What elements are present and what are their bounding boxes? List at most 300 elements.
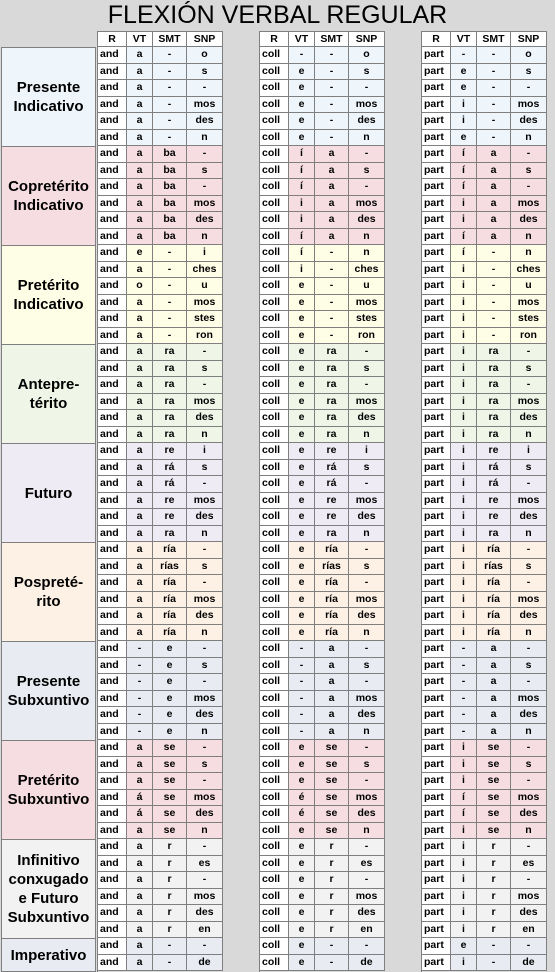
smt-cell: - <box>315 64 349 81</box>
vt-cell: a <box>127 542 153 559</box>
vt-cell: e <box>289 509 315 526</box>
vt-cell: e <box>289 410 315 427</box>
vt-cell: i <box>451 311 477 328</box>
root-cell: coll <box>260 608 289 625</box>
smt-cell: ba <box>153 212 187 229</box>
root-cell: part <box>422 394 451 411</box>
snp-cell: s <box>511 361 547 378</box>
smt-cell: re <box>477 509 511 526</box>
snp-cell: en <box>187 922 223 939</box>
smt-cell: ra <box>477 394 511 411</box>
smt-cell: e <box>153 691 187 708</box>
snp-cell: n <box>511 229 547 246</box>
vt-cell: e <box>289 559 315 576</box>
vt-cell: a <box>127 625 153 642</box>
smt-cell: se <box>477 740 511 757</box>
smt-cell: e <box>153 707 187 724</box>
smt-cell: ría <box>315 608 349 625</box>
vt-cell: a <box>127 179 153 196</box>
vt-cell: í <box>451 146 477 163</box>
snp-cell: des <box>511 707 547 724</box>
smt-cell: re <box>153 443 187 460</box>
smt-cell: ría <box>153 625 187 642</box>
snp-cell: u <box>349 278 385 295</box>
snp-cell: n <box>187 130 223 147</box>
smt-cell: a <box>315 229 349 246</box>
smt-cell: a <box>315 724 349 741</box>
snp-cell: de <box>349 955 385 972</box>
smt-cell: ra <box>315 394 349 411</box>
vt-cell: i <box>289 196 315 213</box>
root-cell: coll <box>260 839 289 856</box>
vt-cell: i <box>451 427 477 444</box>
snp-cell: - <box>511 773 547 790</box>
vt-cell: i <box>451 526 477 543</box>
snp-cell: mos <box>349 493 385 510</box>
smt-cell: r <box>315 922 349 939</box>
vt-cell: e <box>289 278 315 295</box>
snp-cell: es <box>187 856 223 873</box>
snp-cell: des <box>511 410 547 427</box>
root-cell: part <box>422 443 451 460</box>
tense-label: Pretérito Indicativo <box>1 245 96 345</box>
snp-cell: i <box>187 443 223 460</box>
smt-cell: se <box>153 823 187 840</box>
snp-cell: n <box>511 625 547 642</box>
root-cell: coll <box>260 757 289 774</box>
smt-cell: ra <box>477 410 511 427</box>
vt-cell: e <box>289 740 315 757</box>
snp-cell: mos <box>349 97 385 114</box>
smt-cell: - <box>315 47 349 64</box>
snp-cell: stes <box>349 311 385 328</box>
root-cell: part <box>422 823 451 840</box>
root-cell: coll <box>260 146 289 163</box>
vt-cell: - <box>127 641 153 658</box>
vt-cell: e <box>451 64 477 81</box>
root-cell: part <box>422 905 451 922</box>
snp-cell: ches <box>511 262 547 279</box>
smt-cell: - <box>315 938 349 955</box>
vt-cell: e <box>289 757 315 774</box>
vt-cell: a <box>127 97 153 114</box>
tense-label: Presente Subxuntivo <box>1 641 96 741</box>
snp-cell: de <box>187 955 223 972</box>
snp-cell: ron <box>349 328 385 345</box>
smt-cell: - <box>315 278 349 295</box>
root-cell: and <box>98 427 127 444</box>
vt-cell: a <box>127 80 153 97</box>
tense-label: Imperativo <box>1 938 96 972</box>
smt-cell: e <box>153 658 187 675</box>
smt-cell: ría <box>477 608 511 625</box>
vt-cell: a <box>127 856 153 873</box>
vt-cell: a <box>127 443 153 460</box>
vt-cell: i <box>451 872 477 889</box>
root-cell: coll <box>260 658 289 675</box>
snp-cell: - <box>511 674 547 691</box>
vt-cell: i <box>451 262 477 279</box>
snp-cell: mos <box>511 889 547 906</box>
root-cell: and <box>98 113 127 130</box>
smt-cell: e <box>153 641 187 658</box>
smt-cell: - <box>153 955 187 972</box>
smt-cell: - <box>477 311 511 328</box>
snp-cell: mos <box>511 493 547 510</box>
snp-cell: - <box>349 839 385 856</box>
root-cell: and <box>98 691 127 708</box>
root-cell: part <box>422 361 451 378</box>
smt-cell: r <box>315 889 349 906</box>
smt-cell: se <box>315 773 349 790</box>
snp-cell: ches <box>349 262 385 279</box>
smt-cell: se <box>477 823 511 840</box>
snp-cell: s <box>511 64 547 81</box>
vt-cell: a <box>127 262 153 279</box>
vt-cell: i <box>451 856 477 873</box>
snp-cell: o <box>187 47 223 64</box>
smt-cell: ra <box>315 361 349 378</box>
snp-cell: n <box>511 724 547 741</box>
snp-cell: u <box>187 278 223 295</box>
root-cell: coll <box>260 344 289 361</box>
root-cell: part <box>422 295 451 312</box>
snp-cell: n <box>511 245 547 262</box>
root-cell: and <box>98 856 127 873</box>
smt-cell: se <box>315 823 349 840</box>
root-cell: and <box>98 922 127 939</box>
snp-cell: mos <box>511 394 547 411</box>
vt-cell: i <box>451 97 477 114</box>
vt-cell: e <box>289 377 315 394</box>
root-cell: part <box>422 311 451 328</box>
root-cell: coll <box>260 377 289 394</box>
snp-cell: des <box>349 707 385 724</box>
smt-cell: a <box>477 229 511 246</box>
snp-cell: stes <box>511 311 547 328</box>
smt-cell: - <box>153 938 187 955</box>
smt-cell: rías <box>153 559 187 576</box>
smt-cell: - <box>315 130 349 147</box>
smt-cell: r <box>315 856 349 873</box>
vt-cell: a <box>127 64 153 81</box>
snp-cell: s <box>349 361 385 378</box>
root-cell: coll <box>260 113 289 130</box>
snp-cell: mos <box>187 97 223 114</box>
root-cell: and <box>98 806 127 823</box>
smt-cell: ra <box>315 410 349 427</box>
root-cell: part <box>422 97 451 114</box>
snp-cell: des <box>187 905 223 922</box>
root-cell: part <box>422 608 451 625</box>
smt-cell: - <box>153 97 187 114</box>
smt-cell: re <box>477 443 511 460</box>
smt-cell: a <box>477 179 511 196</box>
smt-cell: a <box>315 196 349 213</box>
root-cell: and <box>98 130 127 147</box>
tense-label: Pretérito Subxuntivo <box>1 740 96 840</box>
root-cell: part <box>422 460 451 477</box>
root-cell: part <box>422 476 451 493</box>
root-cell: part <box>422 526 451 543</box>
vt-cell: í <box>451 163 477 180</box>
snp-cell: n <box>187 526 223 543</box>
smt-cell: se <box>477 773 511 790</box>
vt-cell: - <box>289 47 315 64</box>
vt-cell: e <box>289 361 315 378</box>
root-cell: and <box>98 311 127 328</box>
root-cell: coll <box>260 922 289 939</box>
root-cell: and <box>98 476 127 493</box>
snp-cell: n <box>511 526 547 543</box>
vt-cell: e <box>451 938 477 955</box>
vt-cell: i <box>451 476 477 493</box>
snp-cell: s <box>187 460 223 477</box>
snp-cell: n <box>187 625 223 642</box>
snp-cell: s <box>349 163 385 180</box>
root-cell: coll <box>260 823 289 840</box>
root-cell: coll <box>260 641 289 658</box>
vt-cell: i <box>289 212 315 229</box>
snp-cell: des <box>511 212 547 229</box>
snp-cell: - <box>349 377 385 394</box>
vt-cell: i <box>451 905 477 922</box>
vt-cell: í <box>289 229 315 246</box>
snp-cell: s <box>511 757 547 774</box>
root-cell: coll <box>260 575 289 592</box>
root-cell: and <box>98 905 127 922</box>
root-cell: part <box>422 328 451 345</box>
snp-cell: - <box>511 641 547 658</box>
smt-cell: - <box>315 955 349 972</box>
root-cell: and <box>98 179 127 196</box>
column-header: SNP <box>187 32 223 47</box>
root-cell: part <box>422 262 451 279</box>
snp-cell: des <box>187 509 223 526</box>
snp-cell: - <box>511 938 547 955</box>
vt-cell: a <box>127 905 153 922</box>
root-cell: coll <box>260 229 289 246</box>
vt-cell: e <box>289 344 315 361</box>
smt-cell: re <box>315 443 349 460</box>
smt-cell: r <box>153 905 187 922</box>
smt-cell: r <box>153 839 187 856</box>
vt-cell: i <box>289 262 315 279</box>
snp-cell: ron <box>187 328 223 345</box>
vt-cell: a <box>127 757 153 774</box>
vt-cell: - <box>127 707 153 724</box>
snp-cell: - <box>349 542 385 559</box>
root-cell: and <box>98 80 127 97</box>
vt-cell: e <box>289 295 315 312</box>
vt-cell: e <box>451 80 477 97</box>
root-cell: coll <box>260 179 289 196</box>
column-header: R <box>260 32 289 47</box>
vt-cell: a <box>127 839 153 856</box>
smt-cell: - <box>477 938 511 955</box>
vt-cell: i <box>451 955 477 972</box>
root-cell: and <box>98 592 127 609</box>
snp-cell: mos <box>511 295 547 312</box>
smt-cell: - <box>153 113 187 130</box>
smt-cell: ra <box>153 377 187 394</box>
snp-cell: o <box>511 47 547 64</box>
root-cell: and <box>98 938 127 955</box>
root-cell: and <box>98 64 127 81</box>
root-cell: coll <box>260 542 289 559</box>
root-cell: coll <box>260 394 289 411</box>
vt-cell: - <box>127 674 153 691</box>
smt-cell: ría <box>477 542 511 559</box>
snp-cell: mos <box>187 196 223 213</box>
tense-label: Presente Indicativo <box>1 47 96 147</box>
root-cell: coll <box>260 856 289 873</box>
root-cell: and <box>98 575 127 592</box>
vt-cell: - <box>127 724 153 741</box>
vt-cell: a <box>127 212 153 229</box>
snp-cell: s <box>511 559 547 576</box>
smt-cell: r <box>153 872 187 889</box>
root-cell: part <box>422 889 451 906</box>
root-cell: coll <box>260 889 289 906</box>
snp-cell: s <box>511 460 547 477</box>
snp-cell: s <box>187 64 223 81</box>
snp-cell: mos <box>187 691 223 708</box>
smt-cell: ba <box>153 163 187 180</box>
smt-cell: ra <box>153 344 187 361</box>
smt-cell: se <box>153 773 187 790</box>
root-cell: part <box>422 724 451 741</box>
snp-cell: s <box>511 658 547 675</box>
root-cell: coll <box>260 872 289 889</box>
smt-cell: r <box>477 856 511 873</box>
vt-cell: a <box>127 476 153 493</box>
snp-cell: s <box>349 559 385 576</box>
smt-cell: - <box>315 328 349 345</box>
vt-cell: i <box>451 608 477 625</box>
root-cell: coll <box>260 476 289 493</box>
smt-cell: se <box>477 790 511 807</box>
vt-cell: e <box>289 64 315 81</box>
smt-cell: ra <box>153 410 187 427</box>
root-cell: coll <box>260 295 289 312</box>
root-cell: part <box>422 410 451 427</box>
snp-cell: mos <box>349 889 385 906</box>
vt-cell: i <box>451 394 477 411</box>
vt-cell: a <box>127 113 153 130</box>
snp-cell: mos <box>511 691 547 708</box>
root-cell: part <box>422 674 451 691</box>
snp-cell: - <box>187 641 223 658</box>
root-cell: coll <box>260 443 289 460</box>
snp-cell: mos <box>349 295 385 312</box>
vt-cell: e <box>289 97 315 114</box>
snp-cell: es <box>349 856 385 873</box>
smt-cell: ra <box>153 361 187 378</box>
root-cell: coll <box>260 509 289 526</box>
smt-cell: e <box>153 674 187 691</box>
vt-cell: i <box>451 212 477 229</box>
smt-cell: se <box>153 757 187 774</box>
root-cell: coll <box>260 559 289 576</box>
snp-cell: - <box>187 872 223 889</box>
smt-cell: r <box>477 905 511 922</box>
smt-cell: re <box>477 493 511 510</box>
snp-cell: mos <box>187 295 223 312</box>
snp-cell: mos <box>187 493 223 510</box>
root-cell: coll <box>260 938 289 955</box>
snp-cell: des <box>349 905 385 922</box>
root-cell: coll <box>260 278 289 295</box>
snp-cell: - <box>511 476 547 493</box>
root-cell: and <box>98 740 127 757</box>
tense-label: Copretérito Indicativo <box>1 146 96 246</box>
root-cell: and <box>98 724 127 741</box>
vt-cell: - <box>451 658 477 675</box>
vt-cell: i <box>451 295 477 312</box>
root-cell: and <box>98 47 127 64</box>
vt-cell: e <box>289 328 315 345</box>
smt-cell: r <box>477 872 511 889</box>
column-header: SNP <box>511 32 547 47</box>
vt-cell: a <box>127 592 153 609</box>
root-cell: part <box>422 592 451 609</box>
snp-cell: - <box>349 146 385 163</box>
root-cell: part <box>422 658 451 675</box>
smt-cell: - <box>315 295 349 312</box>
smt-cell: a <box>477 724 511 741</box>
snp-cell: n <box>187 229 223 246</box>
root-cell: coll <box>260 328 289 345</box>
root-cell: part <box>422 641 451 658</box>
snp-cell: mos <box>187 394 223 411</box>
vt-cell: e <box>289 80 315 97</box>
root-cell: and <box>98 625 127 642</box>
snp-cell: - <box>187 377 223 394</box>
snp-cell: mos <box>349 394 385 411</box>
smt-cell: ría <box>153 575 187 592</box>
snp-cell: des <box>187 806 223 823</box>
root-cell: part <box>422 790 451 807</box>
snp-cell: n <box>349 427 385 444</box>
vt-cell: a <box>127 740 153 757</box>
vt-cell: - <box>451 707 477 724</box>
vt-cell: é <box>289 806 315 823</box>
snp-cell: ron <box>511 328 547 345</box>
vt-cell: í <box>451 790 477 807</box>
smt-cell: r <box>153 856 187 873</box>
vt-cell: o <box>127 278 153 295</box>
root-cell: coll <box>260 212 289 229</box>
snp-cell: - <box>187 476 223 493</box>
root-cell: coll <box>260 740 289 757</box>
snp-cell: - <box>187 80 223 97</box>
root-cell: and <box>98 674 127 691</box>
snp-cell: - <box>511 839 547 856</box>
snp-cell: s <box>187 757 223 774</box>
smt-cell: a <box>315 707 349 724</box>
vt-cell: e <box>289 823 315 840</box>
smt-cell: re <box>315 493 349 510</box>
vt-cell: i <box>451 113 477 130</box>
root-cell: part <box>422 691 451 708</box>
snp-cell: des <box>511 905 547 922</box>
root-cell: coll <box>260 526 289 543</box>
smt-cell: - <box>477 80 511 97</box>
root-cell: coll <box>260 592 289 609</box>
snp-cell: - <box>349 674 385 691</box>
snp-cell: n <box>511 427 547 444</box>
